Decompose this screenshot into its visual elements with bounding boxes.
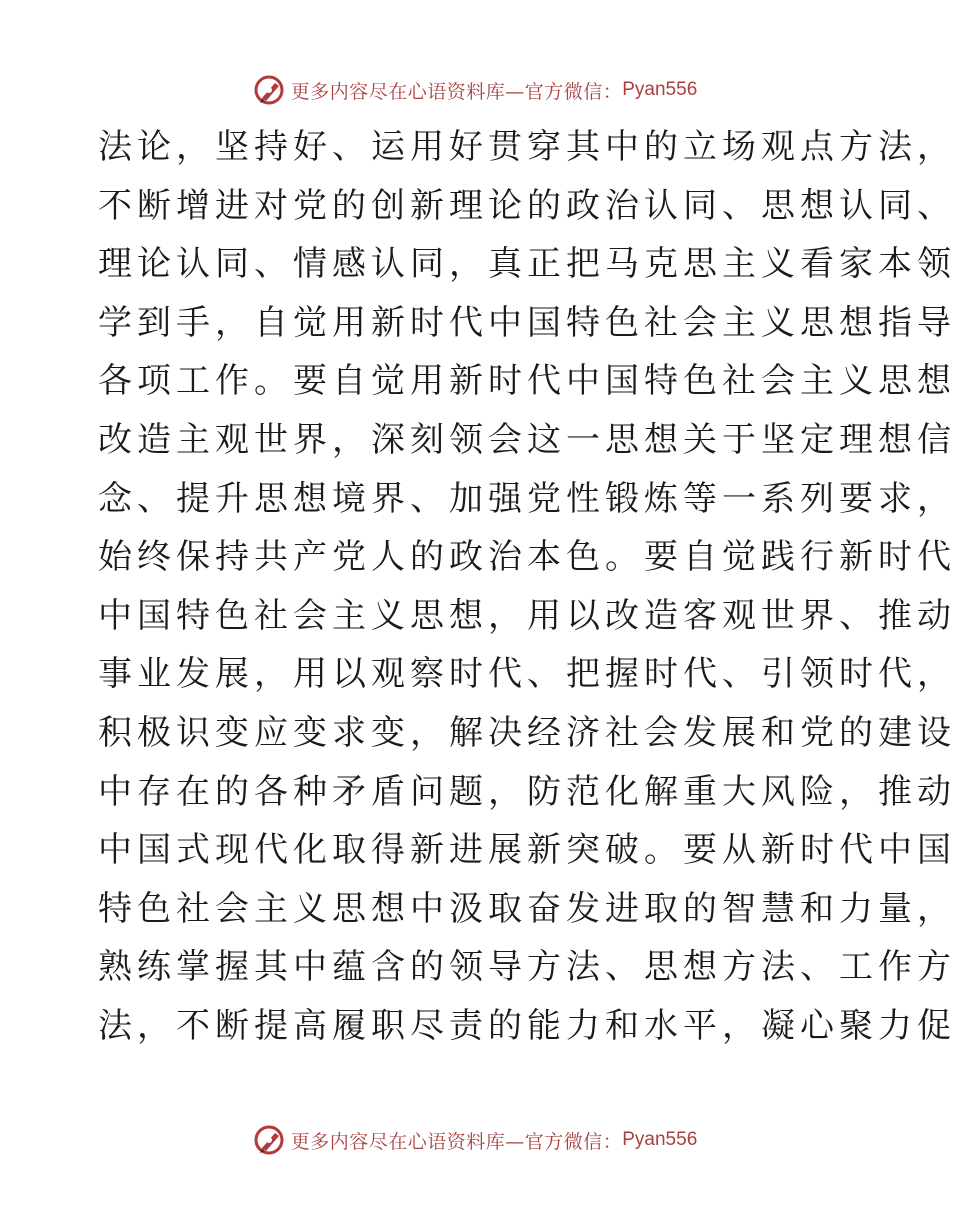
text-line: 始终保持共产党人的政治本色。要自觉践行新时代 <box>98 537 956 578</box>
text-line: 中国特色社会主义思想，用以改造客观世界、推动 <box>98 595 956 636</box>
text-line: 改造主观世界，深刻领会这一思想关于坚定理想信 <box>98 419 956 460</box>
text-line: 学到手，自觉用新时代中国特色社会主义思想指导 <box>98 302 956 343</box>
text-line: 中存在的各种矛盾问题，防范化解重大风险，推动 <box>98 771 956 812</box>
header-watermark-text: 更多内容尽在心语资料库—官方微信： <box>290 80 623 103</box>
text-line: 法，不断提高履职尽责的能力和水平，凝心聚力促 <box>98 1005 956 1046</box>
header-wechat-id: Pyan556 <box>622 79 698 100</box>
footer-watermark <box>0 1120 950 1160</box>
text-line: 熟练掌握其中蕴含的领导方法、思想方法、工作方 <box>98 947 956 988</box>
header-watermark <box>0 70 950 110</box>
text-line: 法论，坚持好、运用好贯穿其中的立场观点方法， <box>98 127 956 167</box>
text-line: 中国式现代化取得新进展新突破。要从新时代中国 <box>98 830 956 871</box>
footer-wechat-id: Pyan556 <box>622 1129 698 1150</box>
text-line: 不断增进对党的创新理论的政治认同、思想认同、 <box>98 185 956 226</box>
text-line: 特色社会主义思想中汲取奋发进取的智慧和力量， <box>98 888 956 929</box>
pen-logo-icon <box>253 73 287 107</box>
text-line: 理论认同、情感认同，真正把马克思主义看家本领 <box>98 244 956 285</box>
text-line: 念、提升思想境界、加强党性锻炼等一系列要求， <box>98 478 956 519</box>
pen-logo-icon <box>253 1123 287 1157</box>
text-line: 积极识变应变求变，解决经济社会发展和党的建设 <box>98 712 956 753</box>
text-line: 各项工作。要自觉用新时代中国特色社会主义思想 <box>98 361 956 402</box>
document-body <box>98 118 956 1056</box>
footer-watermark-text: 更多内容尽在心语资料库—官方微信： <box>290 1130 623 1153</box>
text-line: 事业发展，用以观察时代、把握时代、引领时代， <box>98 654 956 695</box>
